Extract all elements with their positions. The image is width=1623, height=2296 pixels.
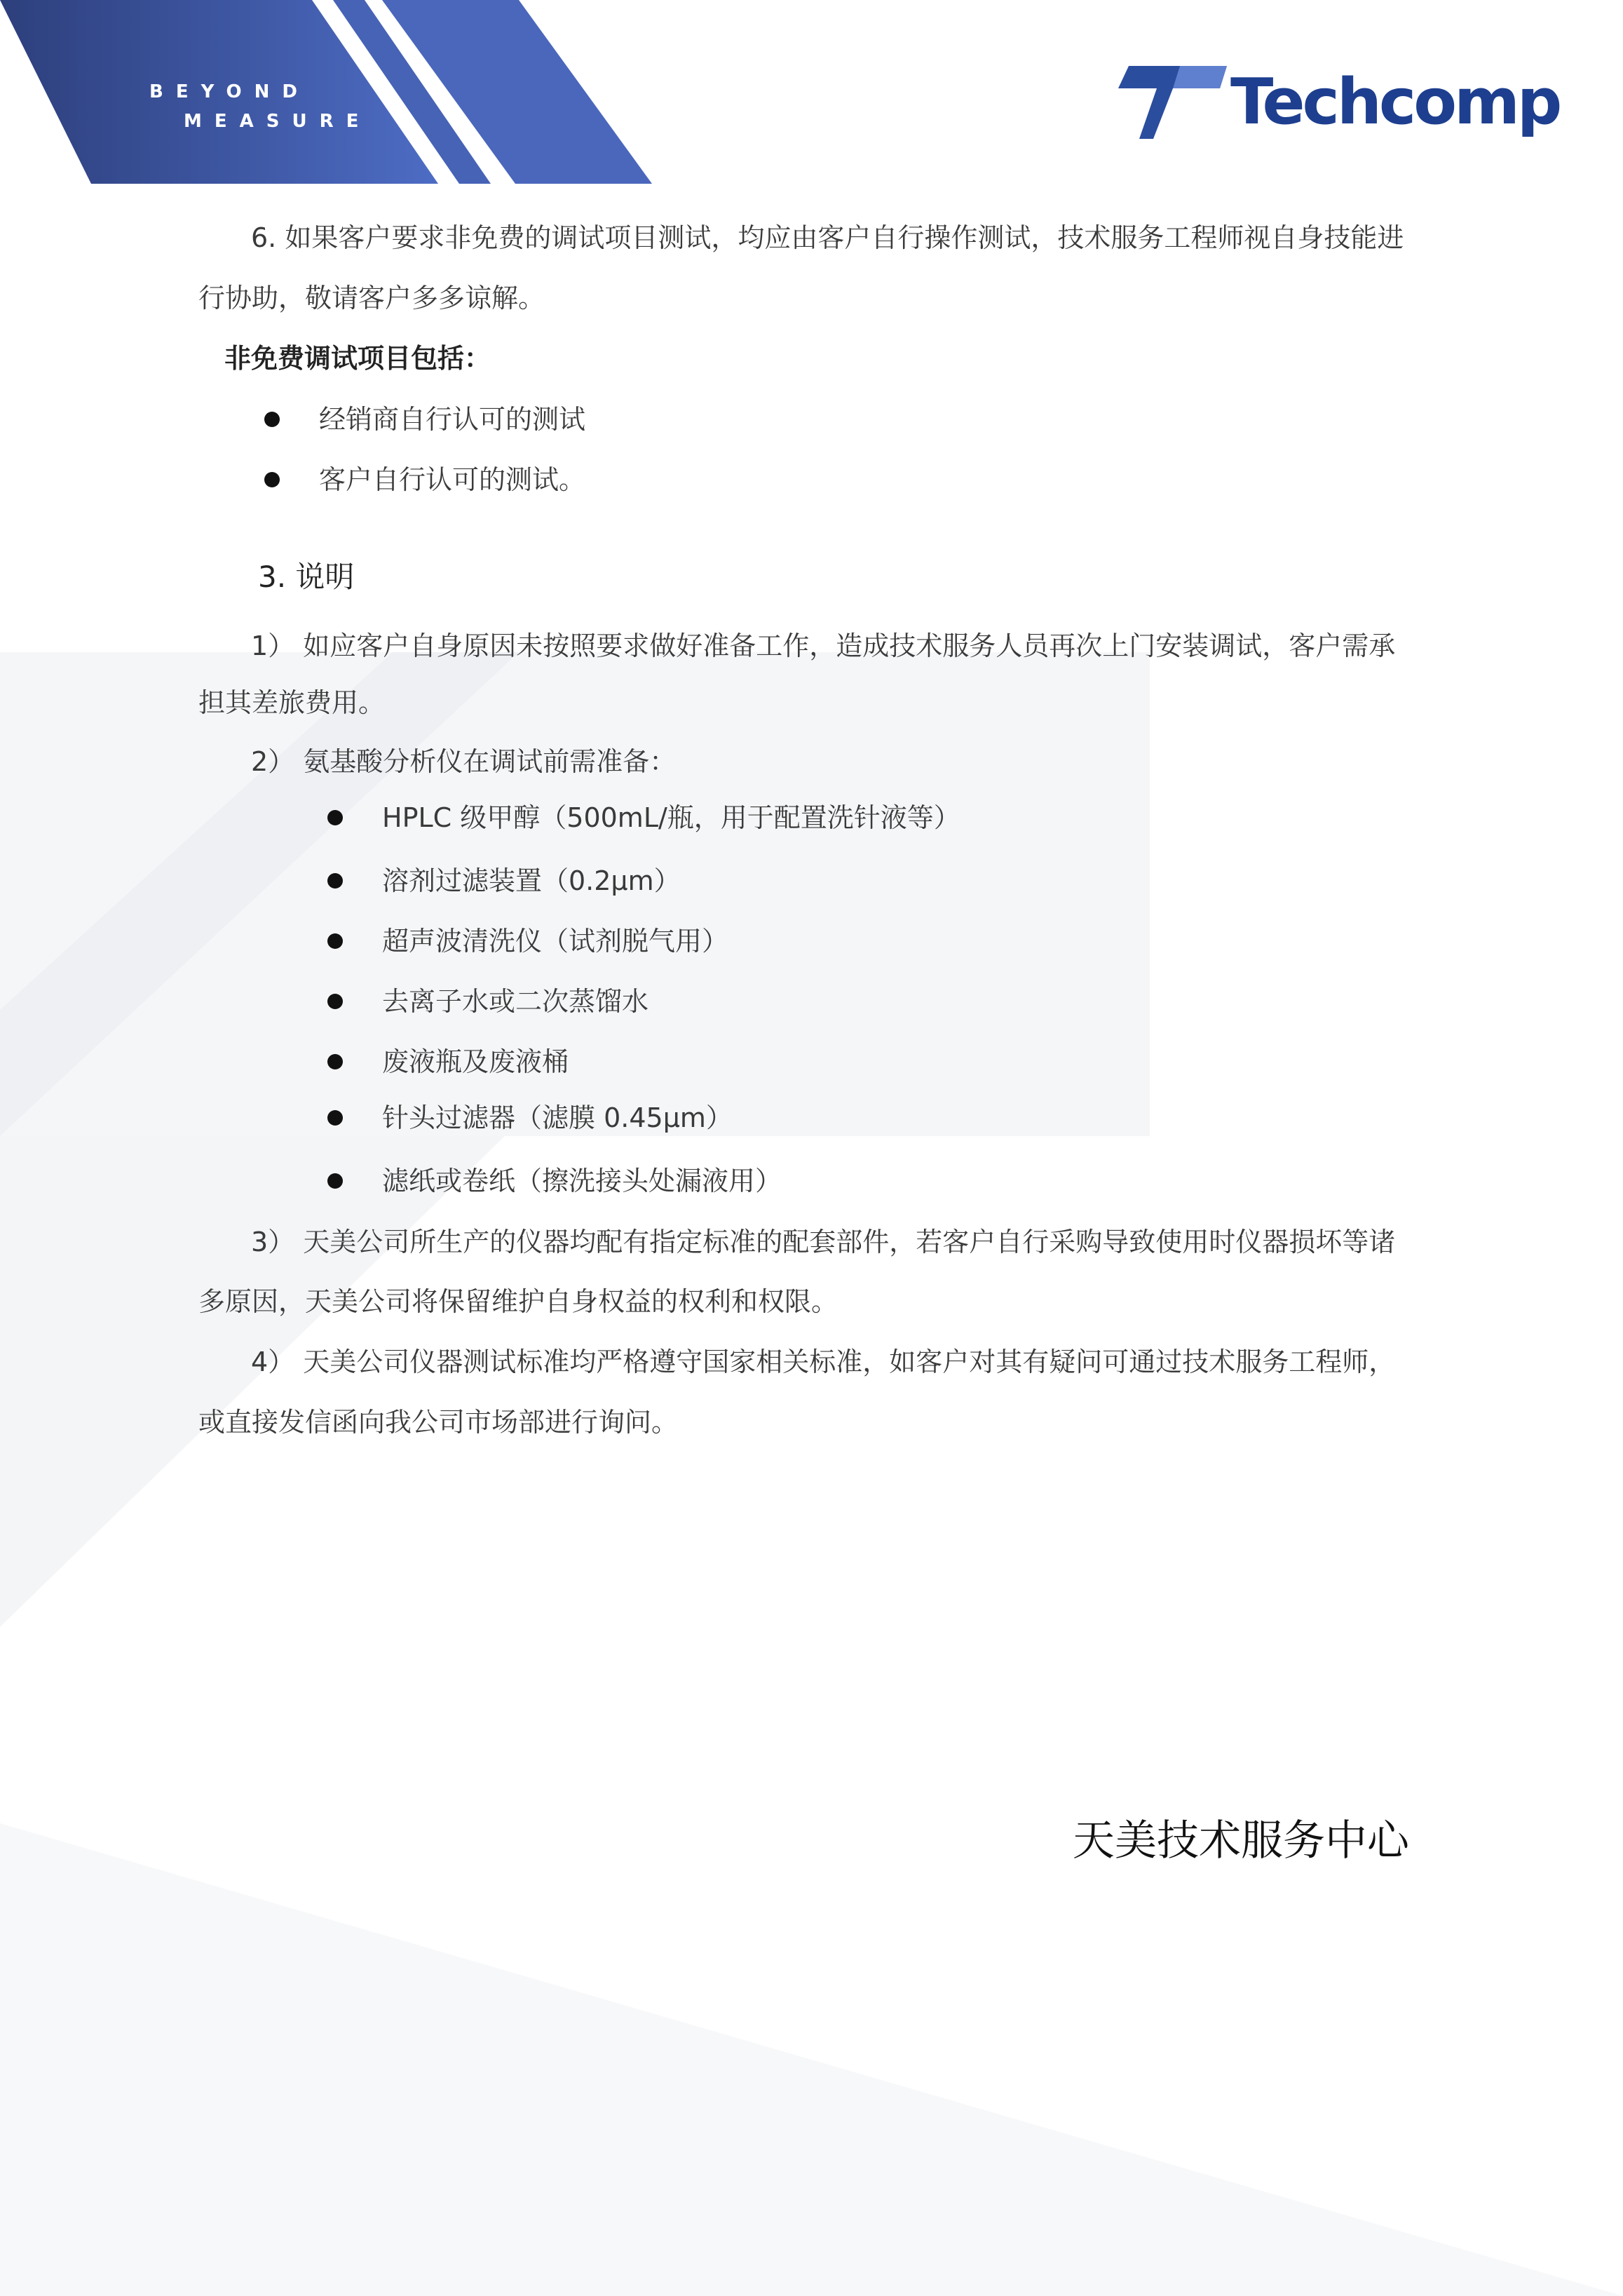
nonfree-heading: 非免费调试项目包括： [224, 343, 491, 374]
para3-line2: 多原因，天美公司将保留维护自身权益的权利和权限。 [198, 1286, 838, 1317]
prep-item: 超声波清洗仪（试剂脱气用） [382, 926, 729, 957]
para2: 2） 氨基酸分析仪在调试前需准备： [251, 746, 677, 777]
para4-line2: 或直接发信函向我公司市场部进行询问。 [198, 1407, 679, 1438]
header-banner [0, 0, 687, 184]
bullet-dot [327, 1054, 343, 1069]
bullet-dot [327, 994, 343, 1009]
techcomp-t-icon [1118, 60, 1234, 143]
tagline-line1: BEYOND [149, 81, 310, 102]
bullet-dot [327, 1173, 343, 1189]
para4-line1: 4） 天美公司仪器测试标准均严格遵守国家相关标准，如客户对其有疑问可通过技术服务工程师， [251, 1346, 1396, 1377]
prep-item: 针头过滤器（滤膜 0.45μm） [382, 1102, 733, 1133]
item6-line2: 行协助，敬请客户多多谅解。 [198, 283, 545, 313]
section3-heading: 3. 说明 [258, 560, 355, 594]
logo-text: Techcomp [1230, 65, 1560, 139]
para1-line1: 1） 如应客户自身原因未按照要求做好准备工作，造成技术服务人员再次上门安装调试，客户需承 [251, 630, 1396, 661]
item6-line1: 6. 如果客户要求非免费的调试项目测试，均应由客户自行操作测试，技术服务工程师视自身技能进 [251, 222, 1404, 253]
prep-item: 滤纸或卷纸（擦洗接头处漏液用） [382, 1166, 782, 1196]
bullet-dot [327, 873, 343, 889]
bullet-dot [264, 412, 280, 427]
bullet-dot [327, 810, 343, 825]
techcomp-logo [1118, 60, 1567, 144]
prep-item: HPLC 级甲醇（500mL/瓶，用于配置洗针液等） [382, 802, 960, 833]
bullet-dot [327, 933, 343, 949]
bullet-dot [327, 1110, 343, 1126]
tagline-line2: MEASURE [184, 111, 372, 132]
bullet-dot [264, 472, 280, 487]
nonfree-item: 经销商自行认可的测试 [319, 404, 586, 435]
prep-item: 溶剂过滤装置（0.2μm） [382, 865, 681, 896]
prep-item: 废液瓶及废液桶 [382, 1046, 569, 1077]
nonfree-item: 客户自行认可的测试。 [319, 464, 586, 495]
prep-item: 去离子水或二次蒸馏水 [382, 986, 649, 1017]
para1-line2: 担其差旅费用。 [198, 687, 386, 718]
signature: 天美技术服务中心 [1073, 1816, 1409, 1865]
para3-line1: 3） 天美公司所生产的仪器均配有指定标准的配套部件，若客户自行采购导致使用时仪器损坏等诸 [251, 1227, 1396, 1257]
